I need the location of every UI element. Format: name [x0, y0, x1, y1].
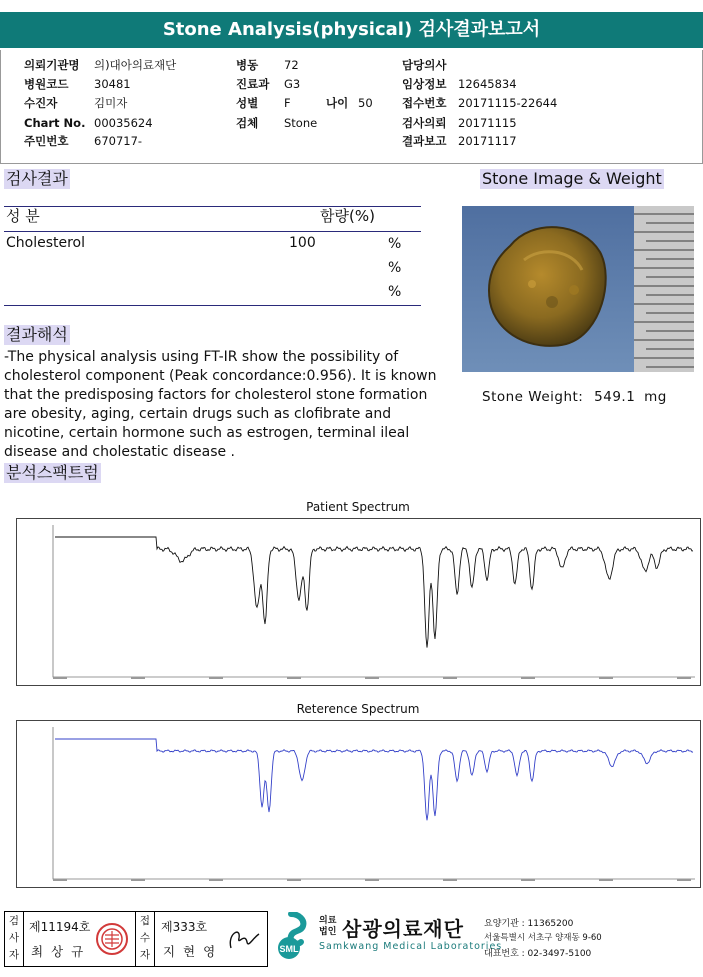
address-line: 요양기관 : 11365200	[484, 919, 574, 929]
info-value: 00035624	[94, 116, 153, 130]
patient-spectrum-line	[55, 537, 693, 648]
info-label: 접수번호	[402, 96, 447, 110]
column-header-component: 성 분	[6, 207, 40, 225]
info-row	[24, 56, 176, 75]
x-tick	[53, 879, 67, 881]
info-label: 의뢰기관명	[24, 58, 80, 72]
age-value: 50	[358, 96, 373, 110]
info-row	[24, 132, 142, 151]
x-tick	[443, 677, 457, 679]
x-tick	[365, 677, 379, 679]
x-tick	[287, 879, 301, 881]
info-value: 김미자	[94, 96, 128, 110]
x-tick	[521, 677, 535, 679]
info-label: 주민번호	[24, 134, 69, 148]
weight-label: Stone Weight:	[482, 389, 584, 405]
tester-name: 최 상 규	[31, 944, 86, 959]
logo-badge-text: SML	[279, 944, 299, 954]
signature-icon	[225, 924, 261, 954]
result-component: Cholesterol	[6, 235, 86, 251]
info-label: Chart No.	[24, 116, 86, 130]
info-label: 병원코드	[24, 77, 69, 91]
logo-legal-label: 의료 법인	[319, 916, 337, 937]
patient-spectrum-svg	[17, 519, 700, 685]
info-label: 병동	[236, 58, 259, 72]
x-tick	[365, 879, 379, 881]
x-tick	[599, 879, 613, 881]
divider	[4, 305, 421, 306]
x-tick	[209, 879, 223, 881]
info-value: 30481	[94, 77, 131, 91]
info-label: 검사의뢰	[402, 116, 447, 130]
info-row	[402, 94, 557, 113]
divider	[0, 50, 1, 163]
info-row	[402, 56, 458, 75]
info-row	[402, 75, 517, 94]
sml-logo-icon	[271, 912, 315, 960]
reference-spectrum-svg	[17, 721, 700, 887]
x-tick	[287, 677, 301, 679]
divider	[4, 231, 421, 232]
info-row	[24, 94, 127, 113]
info-row	[236, 114, 317, 133]
result-unit: %	[388, 284, 402, 300]
x-tick	[131, 677, 145, 679]
x-tick	[521, 879, 535, 881]
x-tick	[599, 677, 613, 679]
info-row	[236, 94, 373, 113]
seal-stamp-icon	[95, 922, 129, 956]
info-value: 12645834	[458, 77, 517, 91]
info-row	[24, 114, 153, 133]
age-label: 나이	[326, 96, 349, 110]
result-value: 100	[289, 235, 316, 251]
receiver-label	[135, 912, 155, 966]
result-unit: %	[388, 236, 402, 252]
info-label: 임상정보	[402, 77, 447, 91]
reference-spectrum-title: Reterence Spectrum	[296, 702, 420, 716]
reference-spectrum-plot	[16, 720, 701, 888]
address-line: 대표번호 : 02-3497-5100	[484, 949, 592, 959]
x-tick	[443, 879, 457, 881]
info-row	[236, 75, 300, 94]
info-value: G3	[284, 77, 301, 91]
patient-spectrum-title: Patient Spectrum	[306, 500, 410, 514]
info-label: 진료과	[236, 77, 270, 91]
result-unit: %	[388, 260, 402, 276]
info-row	[236, 56, 299, 75]
logo-sub: Samkwang Medical Laboratories	[319, 941, 503, 952]
column-header-content: 함량(%)	[320, 207, 375, 225]
info-label: 결과보고	[402, 134, 447, 148]
spectrum-section-title: 분석스팩트럼	[6, 463, 99, 482]
stone-image-title: Stone Image & Weight	[482, 169, 662, 188]
receiver-license: 제333호	[161, 920, 208, 934]
x-tick	[53, 677, 67, 679]
address-line: 서울특별시 서초구 양재동 9-60	[484, 933, 602, 943]
receiver-name: 지 현 영	[163, 944, 218, 959]
weight-unit: mg	[644, 389, 667, 405]
tester-label-text: 검사자	[8, 915, 20, 961]
x-tick	[131, 879, 145, 881]
stone-photo	[462, 206, 694, 372]
receiver-label-text: 접수자	[139, 915, 151, 961]
stone-weight	[482, 389, 667, 405]
x-tick	[677, 879, 691, 881]
x-tick	[209, 677, 223, 679]
info-label: 검체	[236, 116, 259, 130]
info-value: 20171115-22644	[458, 96, 558, 110]
info-label: 수진자	[24, 96, 58, 110]
info-row	[402, 132, 517, 151]
info-value: Stone	[284, 116, 318, 130]
info-value: 의)대아의료재단	[94, 58, 177, 72]
stone-photo-graphic	[462, 206, 694, 372]
info-label: 성별	[236, 96, 259, 110]
info-value: 20171115	[458, 116, 517, 130]
logo-name: 삼광의료재단	[342, 917, 464, 941]
info-value: F	[284, 96, 291, 110]
results-section-title: 검사결과	[6, 169, 68, 188]
info-value: 72	[284, 58, 299, 72]
report-title: Stone Analysis(physical) 검사결과보고서	[0, 12, 703, 48]
tester-label	[5, 912, 24, 966]
interpretation-text: -The physical analysis using FT-IR show the possibility of cholesterol component (Peak concordance:0.956). It is known that the predisposing factors for cholesterol stone formation are obesity, aging, certain drugs such as clofibrate and nicotine, certain hormone such as estrogen, terminal ileal disease and cholestatic disease .	[4, 349, 437, 460]
info-label: 담당의사	[402, 58, 447, 72]
info-value: 670717-	[94, 134, 143, 148]
info-row	[402, 114, 517, 133]
tester-license: 제11194호	[29, 920, 91, 934]
info-value: 20171117	[458, 134, 517, 148]
weight-value: 549.1	[594, 389, 636, 405]
info-row	[24, 75, 131, 94]
interpretation-title: 결과해석	[6, 325, 68, 344]
divider	[0, 163, 703, 164]
signature-box	[4, 911, 268, 967]
x-tick	[677, 677, 691, 679]
reference-spectrum-line	[55, 739, 693, 820]
patient-spectrum-plot	[16, 518, 701, 686]
